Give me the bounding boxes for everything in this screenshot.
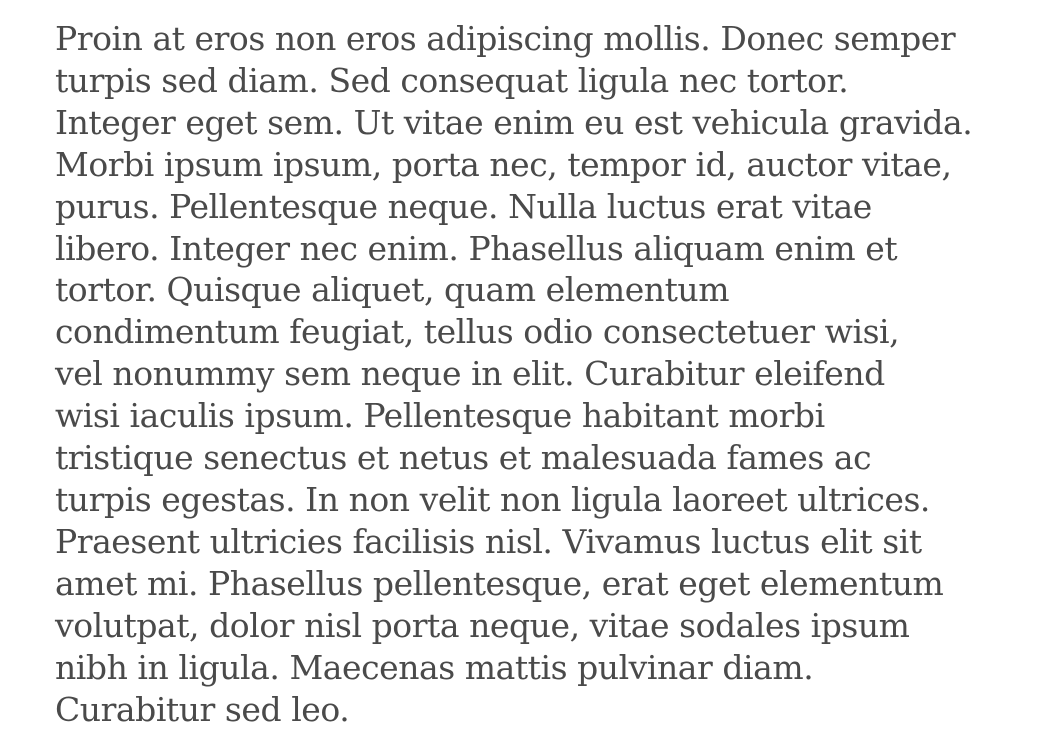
body-paragraph — [55, 18, 1045, 730]
paragraph-line: Morbi ipsum ipsum, porta nec, tempor id, auctor vitae, — [55, 144, 952, 184]
paragraph-line: purus. Pellentesque neque. Nulla luctus erat vitae — [55, 186, 872, 226]
paragraph-line: Curabitur sed leo. — [55, 689, 350, 729]
paragraph-line: tortor. Quisque aliquet, quam elementum — [55, 270, 730, 310]
paragraph-line: amet mi. Phasellus pellentesque, erat eget elementum — [55, 563, 944, 603]
paragraph-line: Integer eget sem. Ut vitae enim eu est vehicula gravida. — [55, 102, 973, 142]
paragraph-line: libero. Integer nec enim. Phasellus aliquam enim et — [55, 228, 898, 268]
paragraph-line: Praesent ultricies facilisis nisl. Vivamus luctus elit sit — [55, 521, 922, 561]
paragraph-line: turpis egestas. In non velit non ligula laoreet ultrices. — [55, 479, 930, 519]
paragraph-line: wisi iaculis ipsum. Pellentesque habitant morbi — [55, 396, 825, 436]
paragraph-line: turpis sed diam. Sed consequat ligula nec tortor. — [55, 60, 849, 100]
paragraph-line: condimentum feugiat, tellus odio consectetuer wisi, — [55, 312, 900, 352]
paragraph-line: volutpat, dolor nisl porta neque, vitae sodales ipsum — [55, 605, 910, 645]
paragraph-line: nibh in ligula. Maecenas mattis pulvinar diam. — [55, 647, 814, 687]
paragraph-line: tristique senectus et netus et malesuada fames ac — [55, 438, 872, 478]
paragraph-line: Proin at eros non eros adipiscing mollis. Donec semper — [55, 19, 956, 58]
paragraph-line: vel nonummy sem neque in elit. Curabitur eleifend — [55, 354, 885, 394]
